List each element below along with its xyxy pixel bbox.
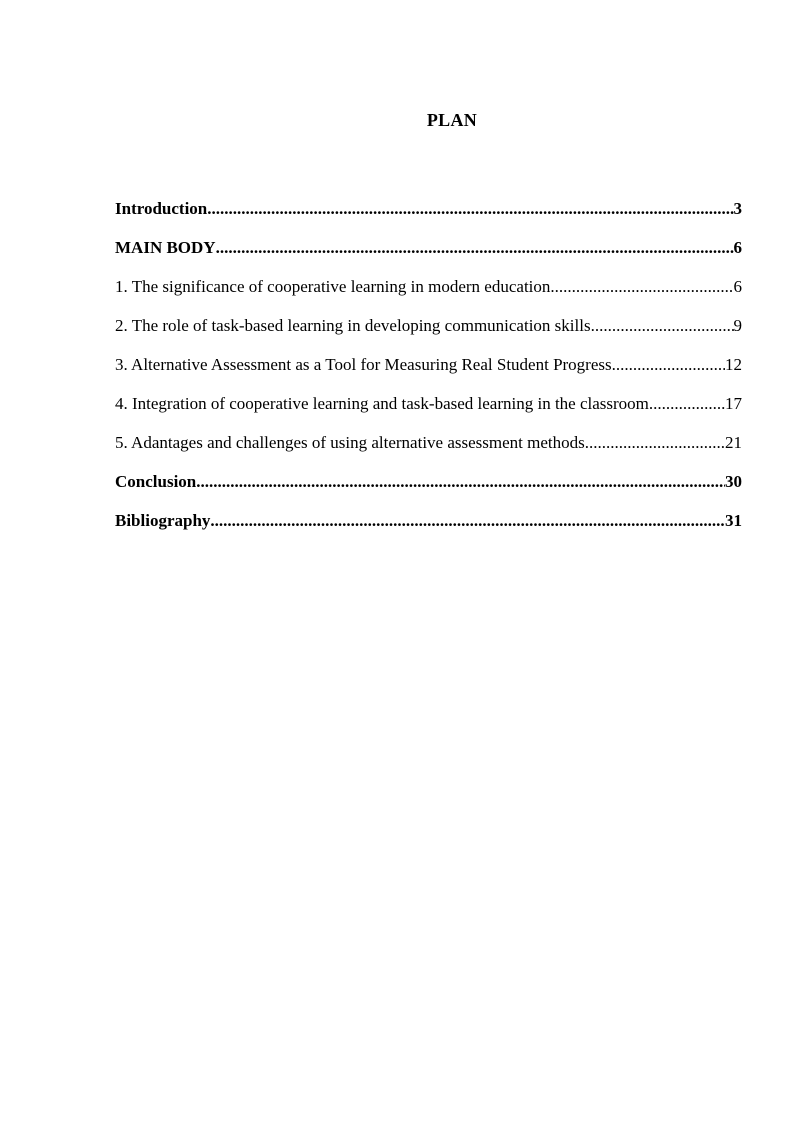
toc-entry-section-2 [115,314,742,353]
toc-entry-label: 5. Adantages and challenges of using alternative assessment methods [115,433,585,452]
toc-entry-main-body [115,236,742,275]
toc-dot-leader [591,314,734,338]
toc-entry-label: 1. The significance of cooperative learning in modern education [115,277,551,296]
page-title: PLAN [426,110,478,130]
toc-entry-conclusion [115,470,742,509]
toc-entry-section-3 [115,353,742,392]
toc-dot-leader [612,353,725,377]
toc-dot-leader [550,275,733,299]
toc-entry-bibliography [115,509,742,548]
toc-entry-page: 31 [725,511,742,530]
toc-entry-section-5 [115,431,742,470]
toc-entry-page: 12 [725,355,742,374]
toc-dot-leader [196,470,725,494]
toc-entry-label: Conclusion [115,472,197,491]
table-of-contents [115,197,742,548]
toc-entry-page: 9 [733,316,742,335]
toc-dot-leader [207,197,733,221]
toc-entry-page: 30 [725,472,742,491]
toc-entry-label: 4. Integration of cooperative learning and task-based learning in the classroom [115,394,649,413]
toc-entry-label: Bibliography [115,511,211,530]
toc-entry-page: 6 [733,238,742,257]
toc-entry-label: 3. Alternative Assessment as a Tool for Measuring Real Student Progress [115,355,612,374]
toc-entry-label: MAIN BODY [115,238,216,257]
toc-dot-leader [649,392,725,416]
toc-dot-leader [585,431,725,455]
toc-entry-page: 6 [733,277,742,296]
toc-dot-leader [216,236,734,260]
toc-dot-leader [210,509,725,533]
toc-entry-label: 2. The role of task-based learning in developing communication skills [115,316,591,335]
toc-entry-section-4 [115,392,742,431]
toc-entry-introduction [115,197,742,236]
toc-entry-page: 21 [725,433,742,452]
toc-entry-section-1 [115,275,742,314]
toc-entry-page: 3 [733,199,742,218]
toc-entry-label: Introduction [115,199,208,218]
toc-entry-page: 17 [725,394,742,413]
